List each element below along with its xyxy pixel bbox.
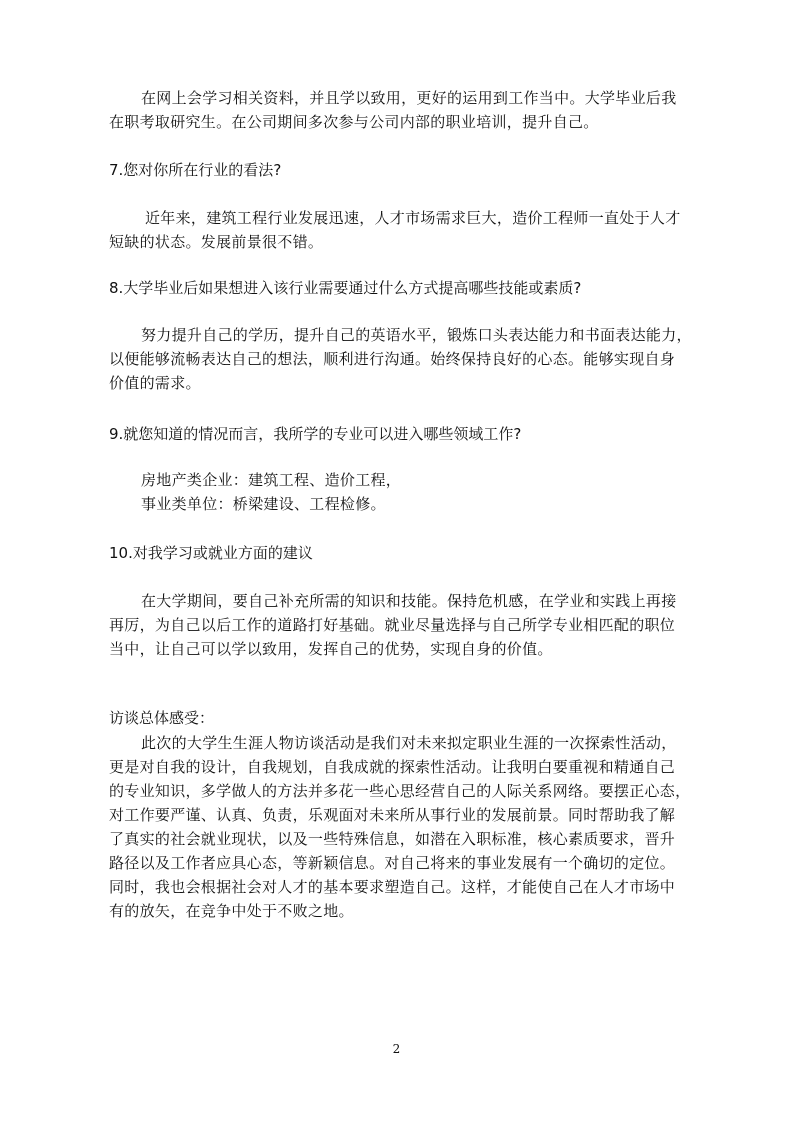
question-9-answer [109,468,713,516]
page-number: 2 [392,1042,401,1056]
paragraph-line: 更是对自我的设计，自我规划，自我成就的探索性活动。让我明白要重视和精通自己 [109,758,676,776]
paragraph-line: 有的放矢，在竞争中处于不败之地。 [109,902,354,920]
summary-paragraph [109,731,713,923]
question-10-heading: 10.对我学习或就业方面的建议 [109,544,313,562]
paragraph-line: 的专业知识，多学做人的方法并多花一些心思经营自己的人际关系网络。要摆正心态， [109,782,691,800]
paragraph-line: 事业类单位：桥梁建设、工程检修。 [141,495,386,513]
paragraph-line: 近年来，建筑工程行业发展迅速，人才市场需求巨大，造价工程师一直处于人才 [145,209,681,227]
paragraph-line: 再厉，为自己以后工作的道路打好基础。就业尽量选择与自己所学专业相匹配的职位 [109,616,676,634]
question-7-heading: 7.您对你所在行业的看法? [109,161,282,179]
question-9-heading: 9.就您知道的情况而言，我所学的专业可以进入哪些领域工作? [109,425,522,443]
paragraph-line: 对工作要严谨、认真、负责，乐观面对未来所从事行业的发展前景。同时帮助我了解 [109,806,676,824]
paragraph-line: 当中，让自己可以学以致用，发挥自己的优势，实现自身的价值。 [109,640,553,658]
paragraph-line: 房地产类企业：建筑工程、造价工程， [141,471,402,489]
paragraph-line: 努力提升自己的学历，提升自己的英语水平，锻炼口头表达能力和书面表达能力， [141,326,692,344]
paragraph-line: 以便能够流畅表达自己的想法，顺利进行沟通。始终保持良好的心态。能够实现自身 [109,350,676,368]
question-8-answer [109,323,713,395]
question-8-heading: 8.大学毕业后如果想进入该行业需要通过什么方式提高哪些技能或素质? [109,279,582,297]
continuation-paragraph [109,86,713,134]
paragraph-line: 路径以及工作者应具心态，等新颖信息。对自己将来的事业发展有一个确切的定位。 [109,854,676,872]
paragraph-line: 了真实的社会就业现状，以及一些特殊信息，如潜在入职标准，核心素质要求，晋升 [109,830,676,848]
paragraph-line: 此次的大学生生涯人物访谈活动是我们对未来拟定职业生涯的一次探索性活动， [141,734,677,752]
paragraph-line: 短缺的状态。发展前景很不错。 [109,233,324,251]
summary-title: 访谈总体感受： [109,709,215,727]
paragraph-line: 在职考取研究生。在公司期间多次参与公司内部的职业培训，提升自己。 [109,113,599,131]
paragraph-line: 在网上会学习相关资料，并且学以致用，更好的运用到工作当中。大学毕业后我 [141,89,677,107]
paragraph-line: 价值的需求。 [109,374,201,392]
question-7-answer [109,206,713,254]
paragraph-line: 在大学期间，要自己补充所需的知识和技能。保持危机感，在学业和实践上再接 [141,592,677,610]
question-10-answer [109,589,713,661]
paragraph-line: 同时，我也会根据社会对人才的基本要求塑造自己。这样，才能使自己在人才市场中 [109,878,676,896]
